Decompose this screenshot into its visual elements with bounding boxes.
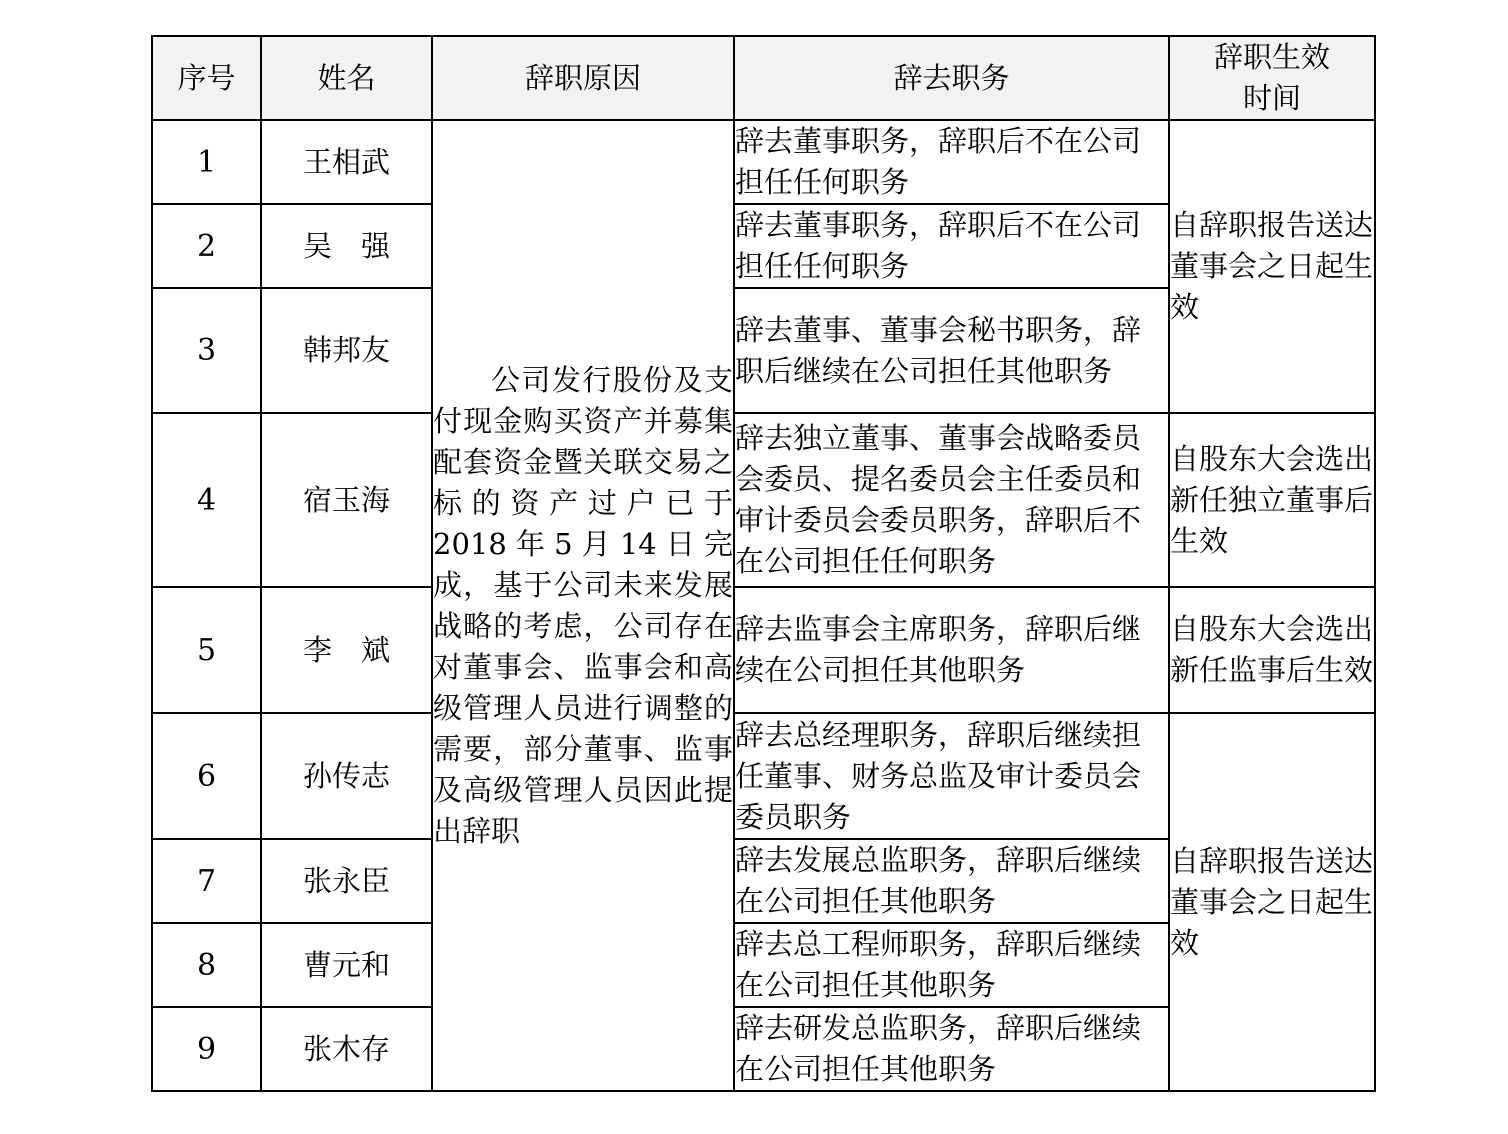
row-name: 曹元和 — [261, 923, 432, 1007]
table-row — [152, 587, 1375, 713]
header-reason: 辞职原因 — [432, 36, 734, 120]
row-seq: 3 — [152, 288, 261, 413]
row-name: 李 斌 — [261, 587, 432, 713]
row-seq: 7 — [152, 839, 261, 923]
header-effective — [1169, 36, 1375, 120]
row-name: 王相武 — [261, 120, 432, 204]
row-seq: 4 — [152, 413, 261, 587]
row-seq: 1 — [152, 120, 261, 204]
row-seq: 5 — [152, 587, 261, 713]
row-duty: 辞去总经理职务，辞职后继续担任董事、财务总监及审计委员会委员职务 — [734, 713, 1169, 839]
resignation-reason-text: 公司发行股份及支付现金购买资产并募集配套资金暨关联交易之标的资产过户已于2018年5月14日完成，基于公司未来发展战略的考虑，公司存在对董事会、监事会和高级管理人员进行调整的需要，部分董事、监事及高级管理人员因此提出辞职 — [433, 362, 733, 848]
row-duty: 辞去董事、董事会秘书职务，辞职后继续在公司担任其他职务 — [734, 288, 1169, 413]
row-seq: 9 — [152, 1007, 261, 1091]
row-seq: 2 — [152, 204, 261, 288]
row-duty: 辞去发展总监职务，辞职后继续在公司担任其他职务 — [734, 839, 1169, 923]
resignation-table — [151, 35, 1376, 1092]
row-duty: 辞去研发总监职务，辞职后继续在公司担任其他职务 — [734, 1007, 1169, 1091]
header-duty: 辞去职务 — [734, 36, 1169, 120]
row-name: 张永臣 — [261, 839, 432, 923]
header-row — [152, 36, 1375, 120]
row-seq: 6 — [152, 713, 261, 839]
header-name: 姓名 — [261, 36, 432, 120]
row-duty: 辞去独立董事、董事会战略委员会委员、提名委员会主任委员和审计委员会委员职务，辞职后不在公司担任任何职务 — [734, 413, 1169, 587]
row-duty: 辞去董事职务，辞职后不在公司担任任何职务 — [734, 120, 1169, 204]
row-name: 张木存 — [261, 1007, 432, 1091]
row-duty: 辞去监事会主席职务，辞职后继续在公司担任其他职务 — [734, 587, 1169, 713]
row-name: 孙传志 — [261, 713, 432, 839]
row-name: 宿玉海 — [261, 413, 432, 587]
header-seq: 序号 — [152, 36, 261, 120]
table-row — [152, 713, 1375, 839]
effective-group: 自辞职报告送达董事会之日起生效 — [1169, 120, 1375, 413]
table-row — [152, 120, 1375, 204]
resignation-reason — [432, 120, 734, 1091]
effective-group: 自辞职报告送达董事会之日起生效 — [1169, 713, 1375, 1091]
row-duty: 辞去董事职务，辞职后不在公司担任任何职务 — [734, 204, 1169, 288]
effective-group: 自股东大会选出新任监事后生效 — [1169, 587, 1375, 713]
row-seq: 8 — [152, 923, 261, 1007]
row-name: 韩邦友 — [261, 288, 432, 413]
table-row — [152, 413, 1375, 587]
row-duty: 辞去总工程师职务，辞职后继续在公司担任其他职务 — [734, 923, 1169, 1007]
header-effective-label: 辞职生效时间 — [1213, 40, 1330, 115]
row-name: 吴 强 — [261, 204, 432, 288]
effective-group: 自股东大会选出新任独立董事后生效 — [1169, 413, 1375, 587]
